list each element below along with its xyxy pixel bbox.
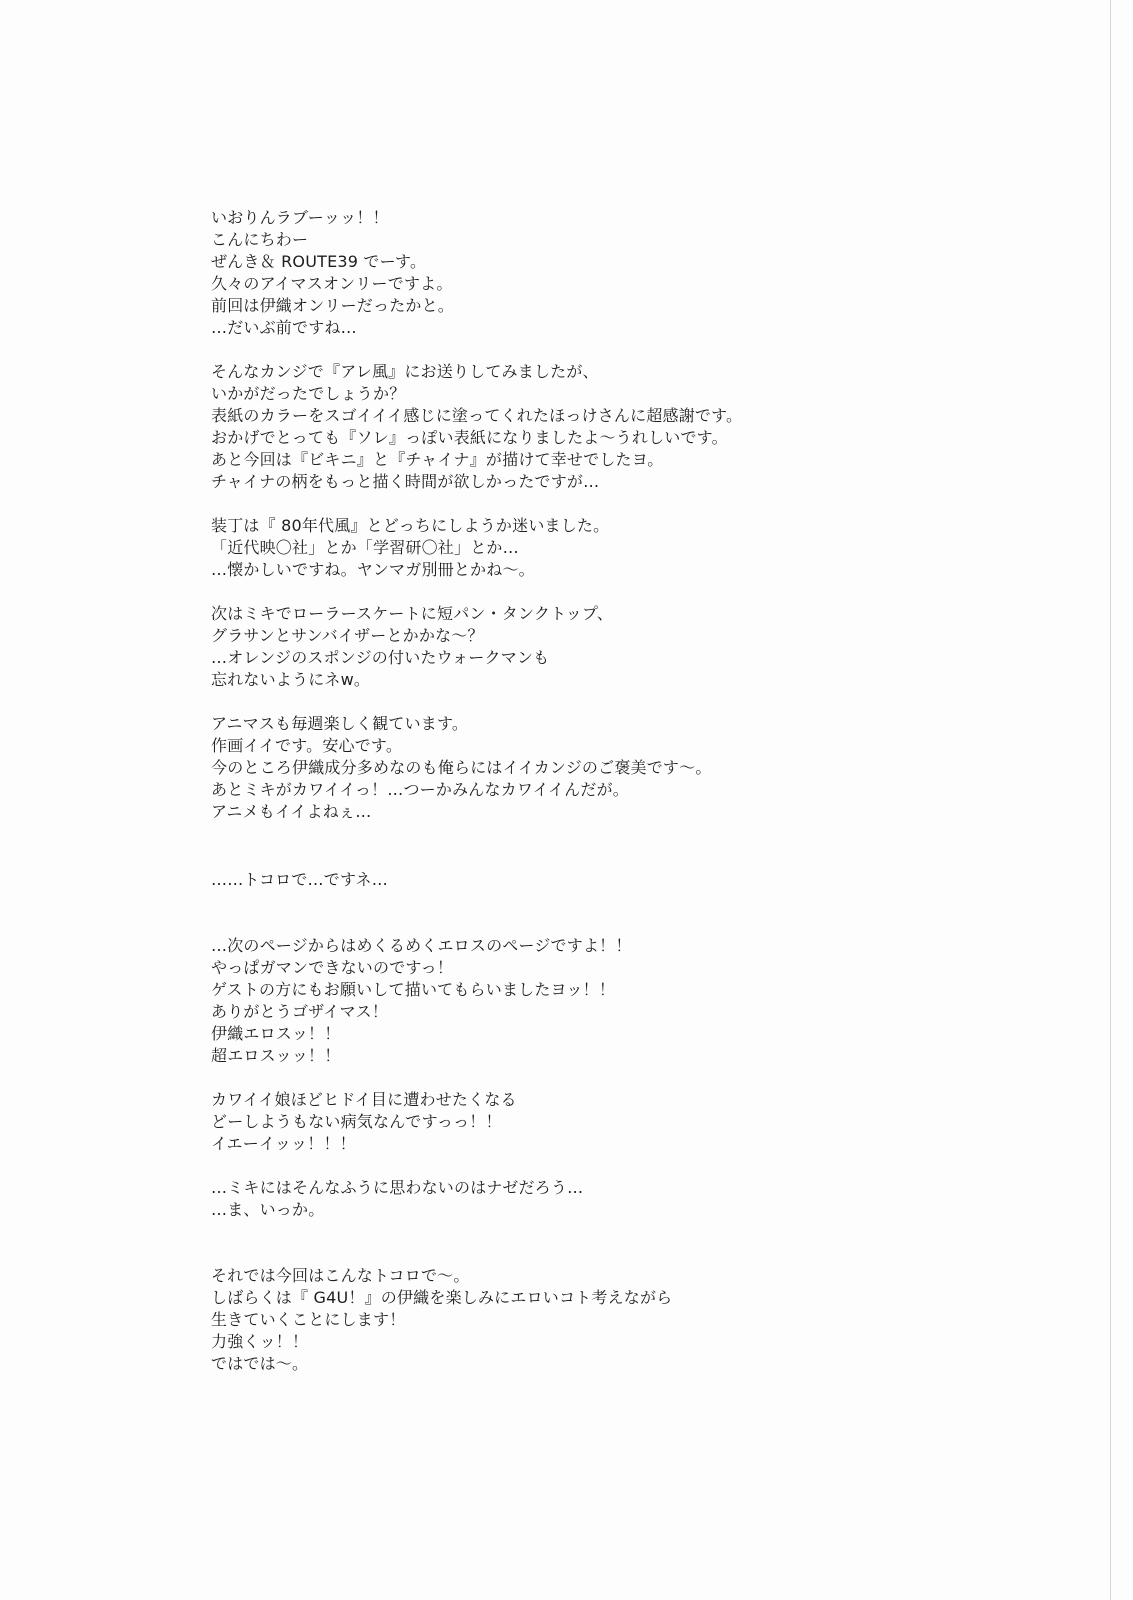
text-line: …オレンジのスポンジの付いたウォークマンも bbox=[211, 648, 550, 667]
paragraph-gap bbox=[211, 1067, 1011, 1089]
text-line: しばらくは『 G4U！』の伊織を楽しみにエロいコト考えながら bbox=[211, 1288, 673, 1307]
text-line: 装丁は『 80年代風』とどっちにしようか迷いました。 bbox=[211, 516, 610, 535]
paragraph-miki bbox=[211, 1177, 1011, 1221]
paragraph-anime bbox=[211, 713, 1011, 823]
paragraph-binding bbox=[211, 515, 1011, 581]
text-line: あと今回は『ビキニ』と『チャイナ』が描けて幸せでしたヨ。 bbox=[211, 450, 664, 469]
text-line: そんなカンジで『アレ風』にお送りしてみましたが、 bbox=[211, 362, 599, 381]
text-line: 伊織エロスッ！！ bbox=[211, 1024, 341, 1043]
paragraph-gap bbox=[211, 891, 1011, 935]
text-line: いかがだったでしょうか？ bbox=[211, 384, 406, 403]
text-line: ありがとうゴザイマス！ bbox=[211, 1002, 389, 1021]
paragraph-closing bbox=[211, 1265, 1011, 1375]
text-line: カワイイ娘ほどヒドイ目に遭わせたくなる bbox=[211, 1090, 517, 1109]
text-line: どーしようもない病気なんですっっ！！ bbox=[211, 1112, 502, 1131]
paragraph-gap bbox=[211, 493, 1011, 515]
paragraph-gap bbox=[211, 581, 1011, 603]
paragraph-tokoro bbox=[211, 869, 1011, 891]
paragraph-guest bbox=[211, 935, 1011, 1067]
text-line: 超エロスッッ！！ bbox=[211, 1046, 341, 1065]
text-line: 「近代映〇社」とか「学習研〇社」とか… bbox=[211, 538, 519, 557]
paragraph-greeting bbox=[211, 207, 1011, 339]
text-line: ……トコロで…ですネ… bbox=[211, 870, 388, 889]
paragraph-gap bbox=[211, 1221, 1011, 1265]
text-line: ゲストの方にもお願いして描いてもらいましたヨッ！！ bbox=[211, 980, 616, 999]
text-line: …だいぶ前ですね… bbox=[211, 318, 357, 337]
text-line: アニメもイイよねぇ… bbox=[211, 802, 372, 821]
text-line: アニマスも毎週楽しく観ています。 bbox=[211, 714, 469, 733]
text-line: ぜんき＆ ROUTE39 でーす。 bbox=[211, 252, 427, 271]
text-line: イエーイッッ！！！ bbox=[211, 1134, 356, 1153]
text-line: やっぱガマンできないのですっ！ bbox=[211, 958, 454, 977]
text-line: 表紙のカラーをスゴイイイ感じに塗ってくれたほっけさんに超感謝です。 bbox=[211, 406, 743, 425]
paragraph-gap bbox=[211, 823, 1011, 869]
text-line: チャイナの柄をもっと描く時間が欲しかったですが… bbox=[211, 472, 600, 491]
text-line: …ま、いっか。 bbox=[211, 1200, 325, 1219]
text-line: 生きていくことにします！ bbox=[211, 1310, 406, 1329]
text-line: いおりんラブーッッ！！ bbox=[211, 208, 389, 227]
text-line: …次のページからはめくるめくエロスのページですよ！！ bbox=[211, 936, 632, 955]
paragraph-gap bbox=[211, 339, 1011, 361]
paragraph-sickness bbox=[211, 1089, 1011, 1155]
text-line: 前回は伊織オンリーだったかと。 bbox=[211, 296, 455, 315]
text-line: 力強くッ！！ bbox=[211, 1332, 309, 1351]
text-line: こんにちわー bbox=[211, 230, 309, 249]
text-line: グラサンとサンバイザーとかかな～？ bbox=[211, 626, 484, 645]
text-line: 久々のアイマスオンリーですよ。 bbox=[211, 274, 453, 293]
page-edge-line bbox=[1110, 0, 1111, 1600]
text-line: …ミキにはそんなふうに思わないのはナゼだろう… bbox=[211, 1178, 584, 1197]
text-line: それでは今回はこんなトコロで～。 bbox=[211, 1266, 470, 1285]
text-line: おかげでとっても『ソレ』っぽい表紙になりましたよ～うれしいです。 bbox=[211, 428, 728, 447]
text-line: 忘れないようにネw。 bbox=[211, 670, 371, 689]
paragraph-gap bbox=[211, 1155, 1011, 1177]
text-line: 今のところ伊織成分多めなのも俺らにはイイカンジのご褒美です～。 bbox=[211, 758, 712, 777]
text-line: …懐かしいですね。ヤンマガ別冊とかね～。 bbox=[211, 560, 535, 579]
text-line: ではでは～。 bbox=[211, 1354, 309, 1373]
text-line: あとミキがカワイイっ！…つーかみんなカワイイんだが。 bbox=[211, 780, 630, 799]
text-line: 次はミキでローラースケートに短パン・タンクトップ、 bbox=[211, 604, 614, 623]
paragraph-cover bbox=[211, 361, 1011, 493]
paragraph-next bbox=[211, 603, 1011, 691]
afterword-text bbox=[211, 207, 1011, 1375]
paragraph-gap bbox=[211, 691, 1011, 713]
text-line: 作画イイです。安心です。 bbox=[211, 736, 403, 755]
